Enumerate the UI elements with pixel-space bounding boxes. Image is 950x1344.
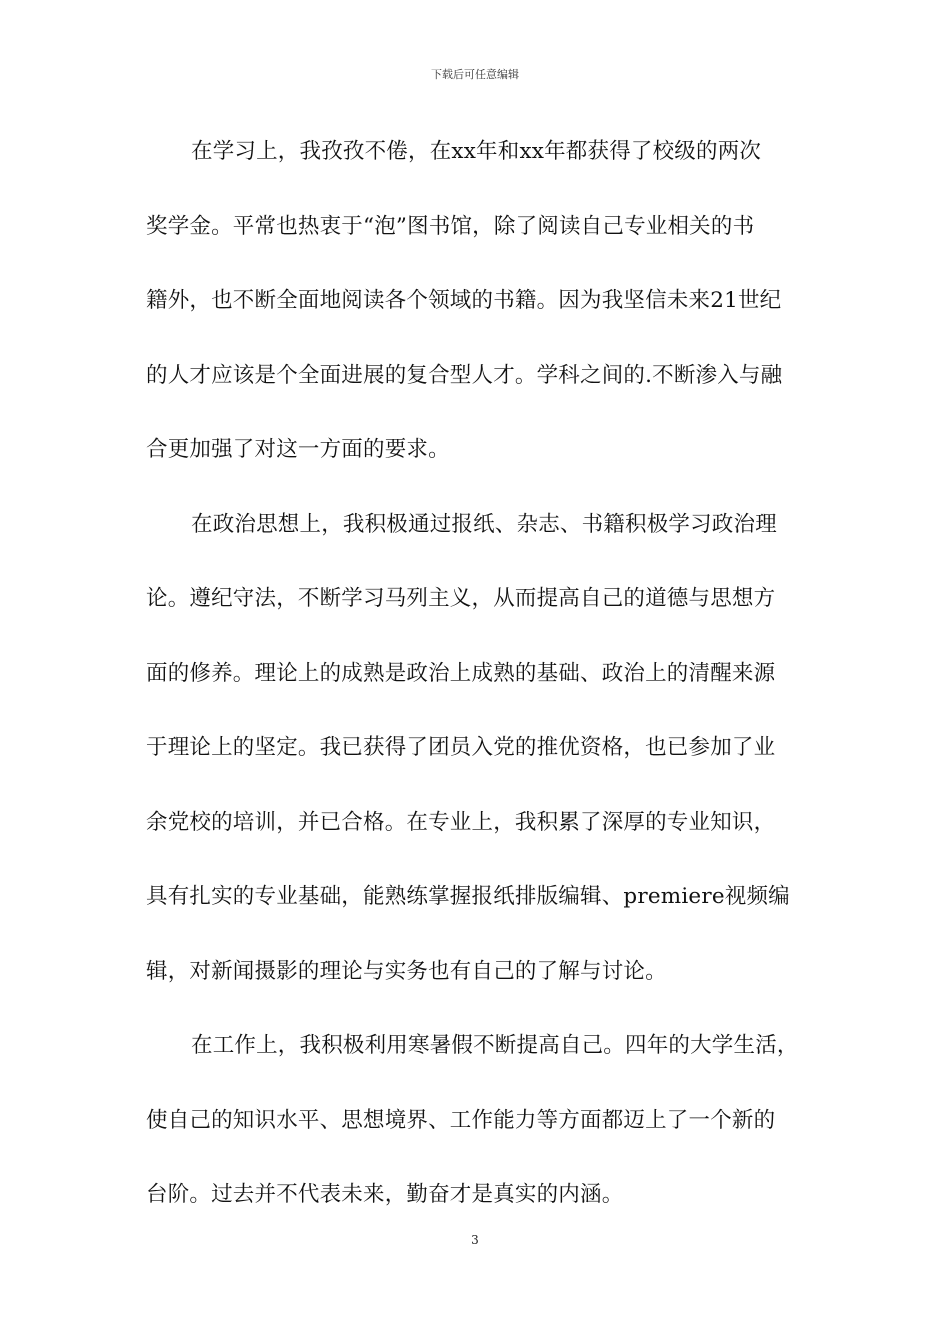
text-line: 于理论上的坚定。我已获得了团员入党的推优资格，也已参加了业	[146, 735, 776, 760]
text-line: 在工作上，我积极利用寒暑假不断提高自己。四年的大学生活，	[191, 1033, 799, 1058]
text-line: 辑，对新闻摄影的理论与实务也有自己的了解与讨论。	[146, 958, 667, 984]
text-line: 籍外，也不断全面地阅读各个领域的书籍。因为我坚信未来21世纪	[146, 288, 782, 313]
text-line: 论。遵纪守法，不断学习马列主义，从而提高自己的道德与思想方	[146, 586, 776, 611]
text-line: 的人才应该是个全面进展的复合型人才。学科之间的.不断渗入与融	[146, 362, 783, 388]
page-header: 下载后可任意编辑	[431, 68, 519, 81]
text-line: 面的修养。理论上的成熟是政治上成熟的基础、政治上的清醒来源	[146, 660, 776, 686]
page-number: 3	[471, 1233, 479, 1247]
text-line: 合更加强了对这一方面的要求。	[146, 437, 450, 462]
paragraph-work	[146, 1026, 808, 1250]
text-line: 使自己的知识水平、思想境界、工作能力等方面都迈上了一个新的	[146, 1107, 776, 1133]
text-line: 台阶。过去并不代表未来，勤奋才是真实的内涵。	[146, 1182, 624, 1207]
document-body	[146, 132, 808, 1250]
paragraph-study	[146, 132, 808, 505]
text-line: 在政治思想上，我积极通过报纸、杂志、书籍积极学习政治理	[191, 511, 777, 537]
paragraph-politics	[146, 505, 808, 1027]
text-line: 具有扎实的专业基础，能熟练掌握报纸排版编辑、premiere视频编	[146, 884, 790, 909]
text-line: 奖学金。平常也热衷于“泡”图书馆，除了阅读自己专业相关的书	[146, 213, 755, 239]
text-line: 余党校的培训，并已合格。在专业上，我积累了深厚的专业知识，	[146, 809, 776, 835]
text-line: 在学习上，我孜孜不倦，在xx年和xx年都获得了校级的两次	[191, 139, 762, 164]
